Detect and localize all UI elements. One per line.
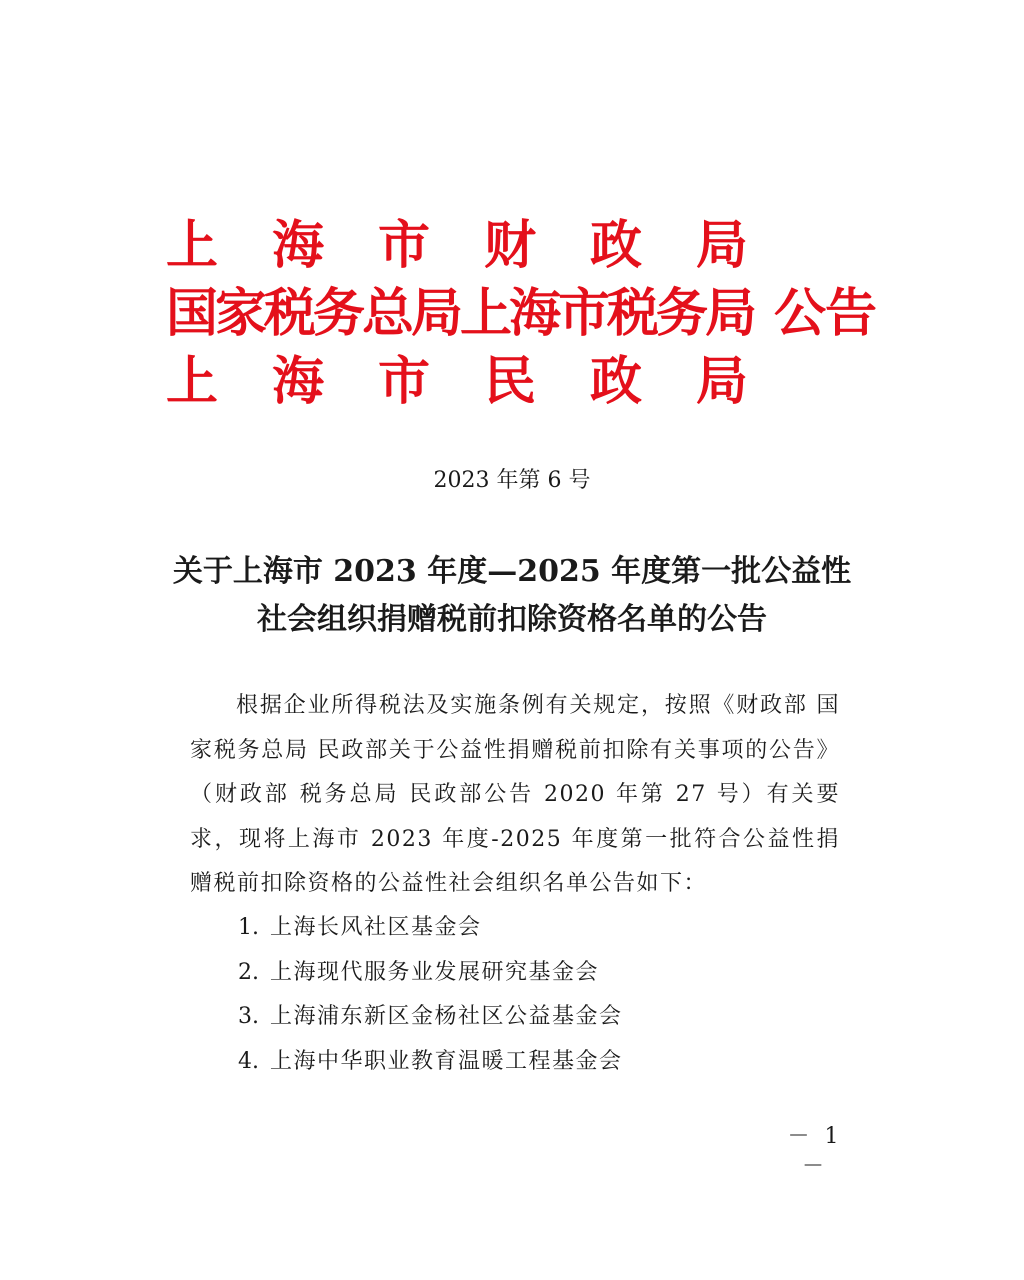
list-item-name: 上海现代服务业发展研究基金会	[270, 959, 600, 985]
issuer-char: 财	[483, 215, 536, 276]
announcement-label: 公告	[774, 283, 877, 344]
issuer-tax-bureau-name: 国家税务总局上海市税务局	[166, 283, 755, 344]
issuer-finance-bureau	[166, 212, 748, 280]
issuer-char: 局	[695, 351, 748, 412]
list-item-number: 4.	[238, 1048, 259, 1074]
issuer-char: 政	[589, 351, 642, 412]
document-title-line: 社会组织捐赠税前扣除资格名单的公告	[257, 602, 767, 637]
document-title	[150, 548, 874, 644]
issuer-char: 民	[483, 351, 536, 412]
list-item-number: 3.	[238, 1004, 259, 1029]
list-item	[238, 951, 623, 996]
issuer-char: 上	[166, 351, 219, 412]
list-item-name: 上海长风社区基金会	[270, 915, 482, 940]
issuer-char: 市	[377, 215, 430, 276]
list-item	[238, 995, 623, 1040]
issuer-char: 海	[271, 351, 324, 412]
issuer-char: 海	[271, 215, 324, 276]
body-paragraph: 根据企业所得税法及实施条例有关规定，按照《财政部 国家税务总局 民政部关于公益性捐赠税前扣除有关事项的公告》（财政部 税务总局 民政部公告 2020 年第 27 号）有关要求，现将上海市 2023 年度-2025 年度第一批符合公益性捐赠税前扣除资格的公益性社会组织名单公告如下：	[190, 693, 840, 896]
list-item	[238, 1040, 623, 1085]
issuer-tax-bureau	[166, 280, 877, 348]
organization-list	[238, 906, 623, 1084]
issuer-header	[166, 212, 877, 416]
list-item-name: 上海浦东新区金杨社区公益基金会	[270, 1004, 623, 1029]
issuer-civil-affairs-bureau	[166, 348, 748, 416]
page-number: － 1 －	[787, 1124, 843, 1179]
issuer-char: 局	[695, 215, 748, 276]
issuer-char: 上	[166, 215, 219, 276]
list-item-number: 1.	[238, 915, 259, 940]
list-item	[238, 906, 623, 951]
list-item-name: 上海中华职业教育温暖工程基金会	[270, 1048, 623, 1074]
issuer-char: 政	[589, 215, 642, 276]
document-title-line: 关于上海市 2023 年度—2025 年度第一批公益性	[172, 554, 852, 589]
issuer-char: 市	[377, 351, 430, 412]
list-item-number: 2.	[238, 959, 259, 985]
document-number: 2023 年第 6 号	[433, 468, 591, 493]
